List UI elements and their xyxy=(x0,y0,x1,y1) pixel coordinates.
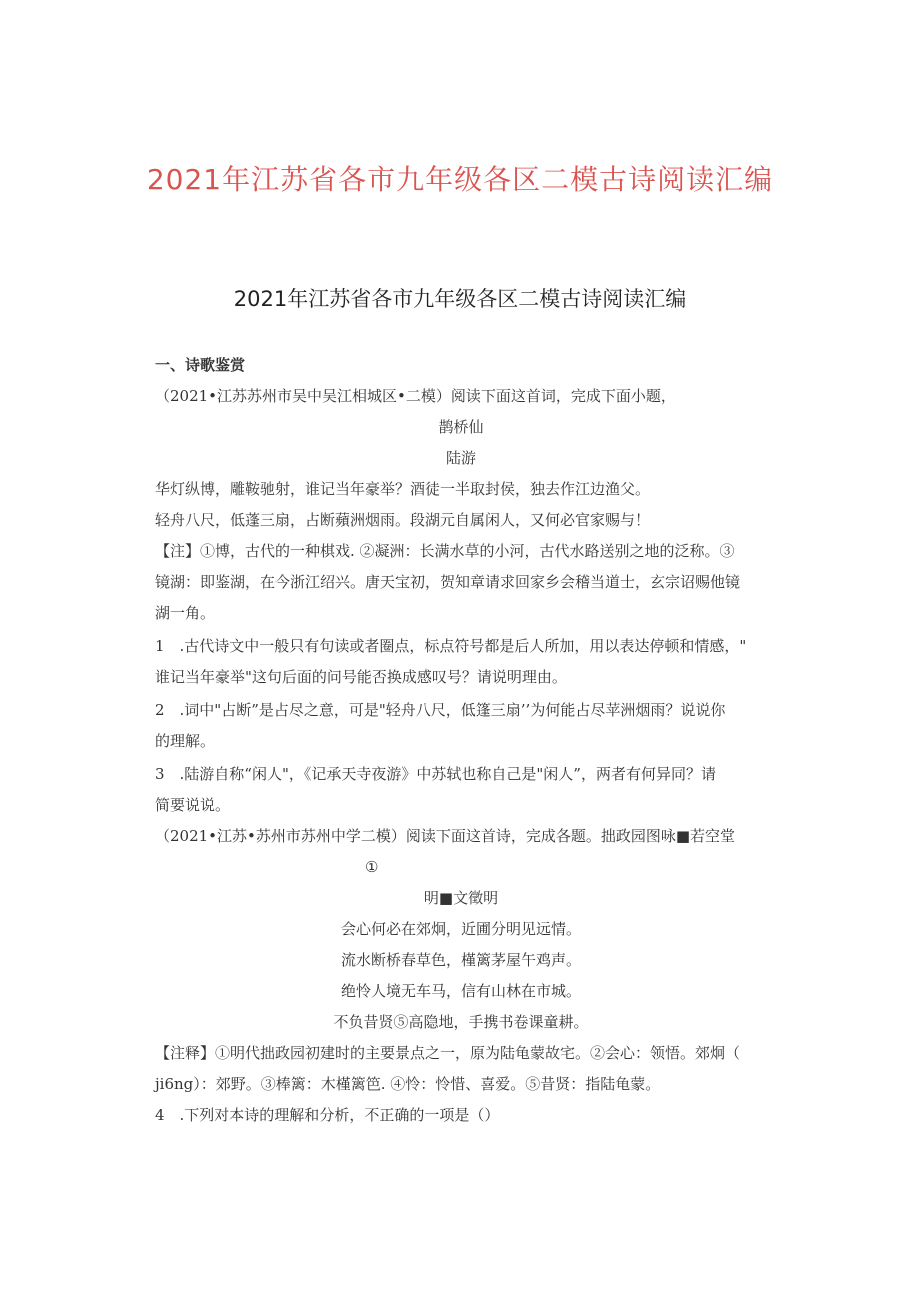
question-1: 1 .古代诗文中一般只有句读或者圈点，标点符号都是后人所加，用以表达停顿和情感，" xyxy=(155,637,747,655)
question-3-cont: 简要说说。 xyxy=(155,796,231,814)
poem2-line: 会心何必在郊炯，近圃分明见远情。 xyxy=(340,920,581,938)
question-2-cont: 的理解。 xyxy=(155,732,216,750)
poem1-note: 【注】①博，古代的一种棋戏. ②凝洲：长满水草的小河，古代水路送别之地的泛称。③ xyxy=(155,542,735,560)
poem1-title: 鹊桥仙 xyxy=(438,418,484,436)
poem2-footnote-mark: ① xyxy=(365,858,379,876)
poem2-author: 明■文徵明 xyxy=(423,889,499,907)
section-heading: 一、诗歌鉴赏 xyxy=(155,356,246,374)
poem1-note: 镜湖：即鉴湖，在今浙江绍兴。唐天宝初，贺知章请求回家乡会稽当道士，玄宗诏赐他镜 xyxy=(155,573,741,591)
poem2-line: 绝怜人境无车马，信有山林在市城。 xyxy=(340,982,581,1000)
question-4: 4 .下列对本诗的理解和分析，不正确的一项是（） xyxy=(155,1106,500,1124)
poem1-author: 陆游 xyxy=(445,449,476,467)
poem1-line: 华灯纵博，雕鞍驰射，谁记当年豪举？酒徒一半取封侯，独去作江边渔父。 xyxy=(155,480,651,498)
poem2-note: ji6ng）：郊野。③棒篱：木槿篱笆. ④怜：怜惜、喜爱。⑤昔贤：指陆龟蒙。 xyxy=(155,1075,661,1093)
poem2-note: 【注释】①明代拙政园初建时的主要景点之一，原为陆龟蒙故宅。②会心：领悟。郊炯（ xyxy=(155,1044,741,1062)
document-body xyxy=(155,350,767,1131)
poem2-line: 不负昔贤⑤高隐地，手携书卷课童耕。 xyxy=(333,1013,589,1031)
question-3: 3 .陆游自称“闲人"，《记承天寺夜游》中苏轼也称自己是"闲人”，两者有何异同？请 xyxy=(155,765,716,783)
question-1-cont: 谁记当年豪举"这句后面的问号能否换成感叹号？请说明理由。 xyxy=(155,668,567,686)
document-title: 2021年江苏省各市九年级各区二模古诗阅读汇编 xyxy=(146,163,774,196)
poem2-intro: （2021•江苏•苏州市苏州中学二模）阅读下面这首诗，完成各题。拙政园图咏■若空堂 xyxy=(155,827,736,845)
poem1-intro: （2021•江苏苏州市吴中吴江相城区•二模）阅读下面这首词，完成下面小题， xyxy=(155,387,676,405)
question-2: 2 .词中"占断”是占尽之意，可是"轻舟八尺，低篷三扇’’为何能占尽苹洲烟雨？说说你 xyxy=(155,701,726,719)
poem2-line: 流水断桥春草色，槿篱茅屋午鸡声。 xyxy=(340,951,581,969)
poem1-note: 湖一角。 xyxy=(155,604,216,622)
document-subtitle: 2021年江苏省各市九年级各区二模古诗阅读汇编 xyxy=(233,287,687,311)
poem1-line: 轻舟八尺，低蓬三扇，占断蘋洲烟雨。段湖元自属闲人，又何必官家赐与！ xyxy=(155,511,651,529)
